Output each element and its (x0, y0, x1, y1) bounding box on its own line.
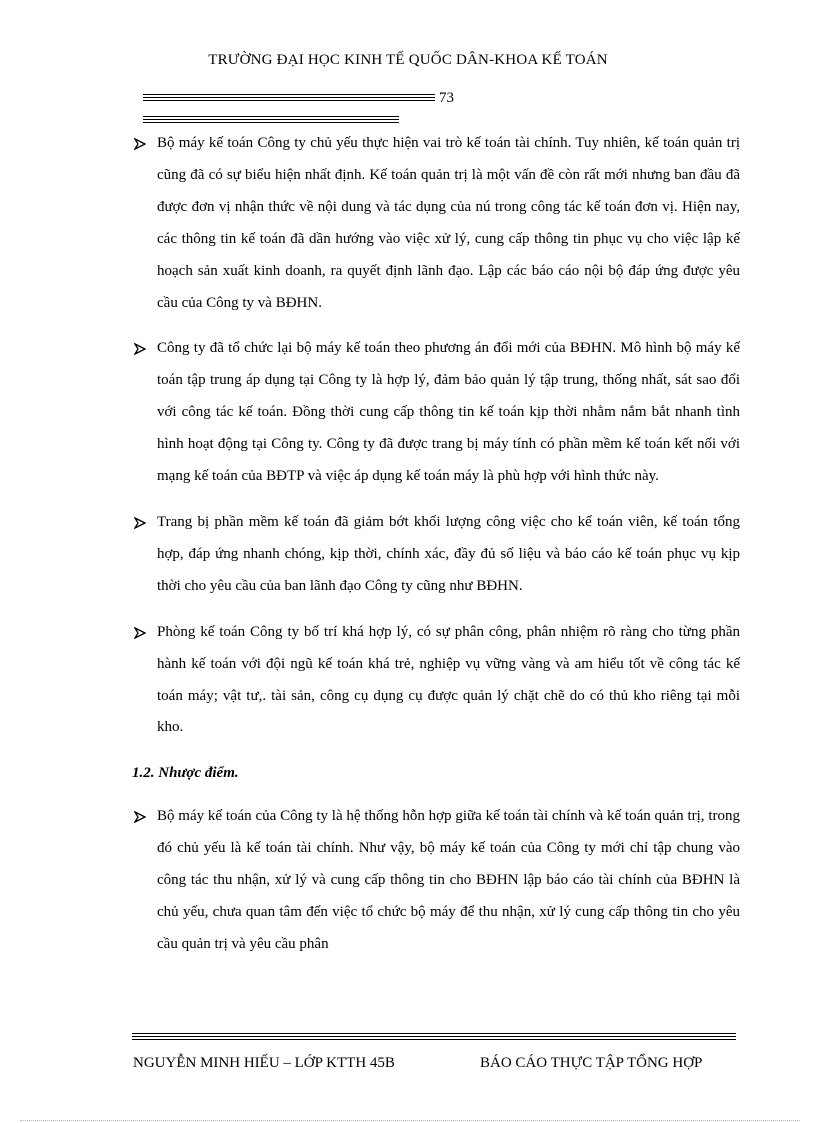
header-rule-short (143, 116, 399, 125)
bullet-text: Bộ máy kế toán Công ty chủ yếu thực hiện vai trò kế toán tài chính. Tuy nhiên, kế toán quản trị cũng đã có sự biểu hiện nhất định. Kế toán quản trị là một vấn đề còn rất mới nhưng ban đầu đã được đơn vị nhận thức về nội dung và tác dụng của nú trong công tác kế toán đơn vị. Hiện nay, các thông tin kế toán đã dần hướng vào việc xử lý, cung cấp thông tin phục vụ cho việc lập kế hoạch sản xuất kinh doanh, ra quyết định lãnh đạo. Lập các báo cáo nội bộ đáp ứng được yêu cầu của Công ty và BĐHN. (157, 135, 740, 311)
arrow-bullet-icon (134, 138, 146, 150)
page-number: 73 (439, 90, 454, 106)
footer-rule (132, 1033, 736, 1042)
bullet-paragraph (132, 617, 740, 745)
bullet-paragraph (132, 128, 740, 319)
header-rule (143, 94, 435, 103)
page-edge (20, 1120, 800, 1121)
section-heading: 1.2. Nhược điểm. (132, 765, 239, 782)
document-body (132, 128, 740, 975)
bullet-text: Trang bị phần mềm kế toán đã giảm bớt khối lượng công việc cho kế toán viên, kế toán tổng hợp, đáp ứng nhanh chóng, kịp thời, chính xác, đầy đủ số liệu và báo cáo kế toán phục vụ kịp thời cho yêu cầu của ban lãnh đạo Công ty cũng như BĐHN. (157, 513, 740, 594)
footer-author: NGUYỄN MINH HIẾU – LỚP KTTH 45B (133, 1055, 395, 1071)
page-header-title: TRƯỜNG ĐẠI HỌC KINH TẾ QUỐC DÂN-KHOA KẾ TOÁN (208, 52, 608, 68)
bullet-text: Bộ máy kế toán của Công ty là hệ thống hỗn hợp giữa kế toán tài chính và kế toán quản trị, trong đó chủ yếu là kế toán tài chính. Như vậy, bộ máy kế toán của Công ty mới chỉ tập chung vào công tác thu nhận, xử lý và cung cấp thông tin cho BĐHN lập báo cáo tài chính của BĐHN là chủ yếu, chưa quan tâm đến việc tổ chức bộ máy để thu nhận, xử lý cung cấp thông tin cho yêu cầu quản trị và yêu cầu phân (157, 808, 740, 952)
arrow-bullet-icon (134, 517, 146, 529)
bullet-paragraph (132, 333, 740, 493)
arrow-bullet-icon (134, 627, 146, 639)
bullet-text: Công ty đã tổ chức lại bộ máy kế toán theo phương án đổi mới của BĐHN. Mô hình bộ máy kế toán tập trung áp dụng tại Công ty là hợp lý, đảm bảo quản lý tập trung, thống nhất, sát sao đối với công tác kế toán. Đồng thời cung cấp thông tin kế toán kịp thời nhằm nắm bắt nhanh tình hình hoạt động tại Công ty. Công ty đã được trang bị máy tính có phần mềm kế toán kết nối với mạng kế toán của BĐTP và việc áp dụng kế toán máy là phù hợp với hình thức này. (157, 340, 740, 485)
bullet-text: Phòng kế toán Công ty bố trí khá hợp lý, có sự phân công, phân nhiệm rõ ràng cho từng phần hành kế toán với đội ngũ kế toán khá trẻ, nghiệp vụ vững vàng và am hiểu tốt về công tác kế toán máy; vật tư,. tài sản, công cụ dụng cụ được quản lý chặt chẽ do có thủ kho riêng tại mỗi kho. (157, 623, 740, 736)
footer-report-title: BÁO CÁO THỰC TẬP TỔNG HỢP (480, 1055, 703, 1071)
bullet-paragraph (132, 801, 740, 961)
arrow-bullet-icon (134, 343, 146, 355)
arrow-bullet-icon (134, 811, 146, 823)
bullet-paragraph (132, 507, 740, 603)
